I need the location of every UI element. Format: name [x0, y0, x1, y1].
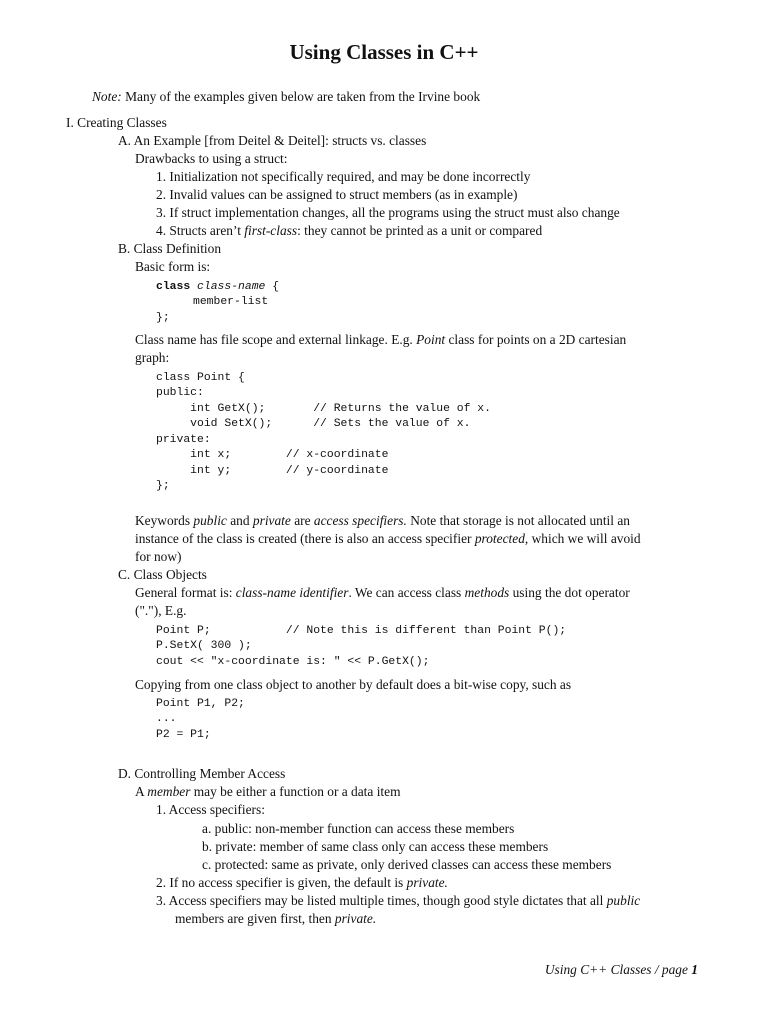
- code-line: int x; // x-coordinate: [156, 449, 389, 461]
- emphasis: methods: [464, 585, 510, 600]
- text-span: members are given first, then: [175, 911, 335, 926]
- list-item: 1. Access specifiers:: [156, 802, 265, 817]
- text-span: are: [290, 513, 314, 528]
- page-number: 1: [691, 962, 698, 977]
- list-item: 2. Invalid values can be assigned to struct members (as in example): [156, 187, 518, 202]
- footer-text: Using C++ Classes / page: [544, 962, 692, 977]
- text-span: Class name has file scope and external linkage. E.g.: [135, 332, 417, 347]
- code-line: };: [156, 312, 170, 324]
- emphasis: private: [252, 513, 291, 528]
- code-line: int y; // y-coordinate: [156, 465, 389, 477]
- code-line: cout << "x-coordinate is: " << P.GetX();: [156, 656, 430, 668]
- note-label: Note:: [92, 89, 122, 104]
- emphasis: member: [147, 784, 191, 799]
- code-line: P2 = P1;: [156, 729, 211, 741]
- subsection-b-heading: B. Class Definition: [118, 241, 222, 256]
- text-span: 2. If no access specifier is given, the default is: [156, 875, 407, 890]
- text-span: A: [135, 784, 148, 799]
- text-span: class for points on a 2D cartesian: [445, 332, 627, 347]
- code-line: public:: [156, 387, 204, 399]
- code-line: member-list: [193, 296, 269, 308]
- text-span: General format is:: [135, 585, 236, 600]
- text-span: . We can access class: [348, 585, 465, 600]
- text-span: Keywords: [135, 513, 194, 528]
- subsection-d-heading: D. Controlling Member Access: [118, 766, 286, 781]
- code-line: [156, 280, 279, 296]
- code-placeholder: class-name: [190, 281, 266, 293]
- emphasis: public: [193, 513, 227, 528]
- emphasis: class-name identifier: [235, 585, 349, 600]
- code-line: };: [156, 480, 170, 492]
- emphasis: Point: [416, 332, 446, 347]
- emphasis: first-class: [244, 223, 298, 238]
- subsection-a-heading: A. An Example [from Deitel & Deitel]: structs vs. classes: [118, 133, 427, 148]
- emphasis: public: [606, 893, 641, 908]
- emphasis: access specifiers.: [313, 513, 407, 528]
- emphasis: private.: [334, 911, 377, 926]
- paragraph-line: for now): [135, 549, 182, 564]
- code-line: int GetX(); // Returns the value of x.: [156, 403, 491, 415]
- emphasis: protected: [474, 531, 525, 546]
- code-keyword: class: [156, 281, 191, 293]
- text-span: , which we will avoid: [524, 531, 641, 546]
- note-text: Many of the examples given below are taken from the Irvine book: [121, 89, 481, 104]
- sub-list-item: a. public: non-member function can access these members: [202, 821, 515, 836]
- code-line: Point P; // Note this is different than Point P();: [156, 625, 567, 637]
- drawbacks-text: Drawbacks to using a struct:: [135, 151, 288, 166]
- sub-list-item: c. protected: same as private, only derived classes can access these members: [202, 857, 612, 872]
- list-item-continuation: [175, 910, 376, 928]
- text-span: 4. Structs aren’t: [156, 223, 245, 238]
- text-span: instance of the class is created (there is also an access specifier: [135, 531, 475, 546]
- text-span: may be either a function or a data item: [190, 784, 401, 799]
- code-line: class Point {: [156, 372, 245, 384]
- paragraph-line: Copying from one class object to another by default does a bit-wise copy, such as: [135, 677, 572, 692]
- paragraph-line: [135, 512, 630, 530]
- paragraph-line: graph:: [135, 350, 170, 365]
- list-item: 3. If struct implementation changes, all the programs using the struct must also change: [156, 205, 620, 220]
- code-line: Point P1, P2;: [156, 698, 245, 710]
- list-item: [156, 222, 542, 240]
- sub-list-item: b. private: member of same class only can access these members: [202, 839, 549, 854]
- paragraph-line: [135, 584, 630, 602]
- basic-form-text: Basic form is:: [135, 259, 211, 274]
- text-span: 3. Access specifiers may be listed multiple times, though good style dictates that all: [156, 893, 607, 908]
- paragraph-line: [135, 783, 401, 801]
- list-item: [156, 892, 640, 910]
- code-line: ...: [156, 713, 177, 725]
- code-text: {: [265, 281, 280, 293]
- code-line: private:: [156, 434, 211, 446]
- text-span: : they cannot be printed as a unit or compared: [297, 223, 543, 238]
- emphasis: private.: [406, 875, 448, 890]
- list-item: 1. Initialization not specifically required, and may be done incorrectly: [156, 169, 531, 184]
- code-line: void SetX(); // Sets the value of x.: [156, 418, 471, 430]
- section-heading: I. Creating Classes: [66, 115, 167, 130]
- subsection-c-heading: C. Class Objects: [118, 567, 207, 582]
- paragraph-line: [135, 331, 626, 349]
- paragraph-line: ("."), E.g.: [135, 603, 187, 618]
- page-title: Using Classes in C++: [289, 40, 479, 64]
- paragraph-line: [135, 530, 641, 548]
- page-footer: [545, 962, 698, 978]
- list-item: [156, 874, 448, 892]
- text-span: using the dot operator: [509, 585, 630, 600]
- code-line: P.SetX( 300 );: [156, 640, 252, 652]
- text-span: Note that storage is not allocated until an: [406, 513, 630, 528]
- text-span: and: [226, 513, 253, 528]
- note-line: [92, 88, 480, 106]
